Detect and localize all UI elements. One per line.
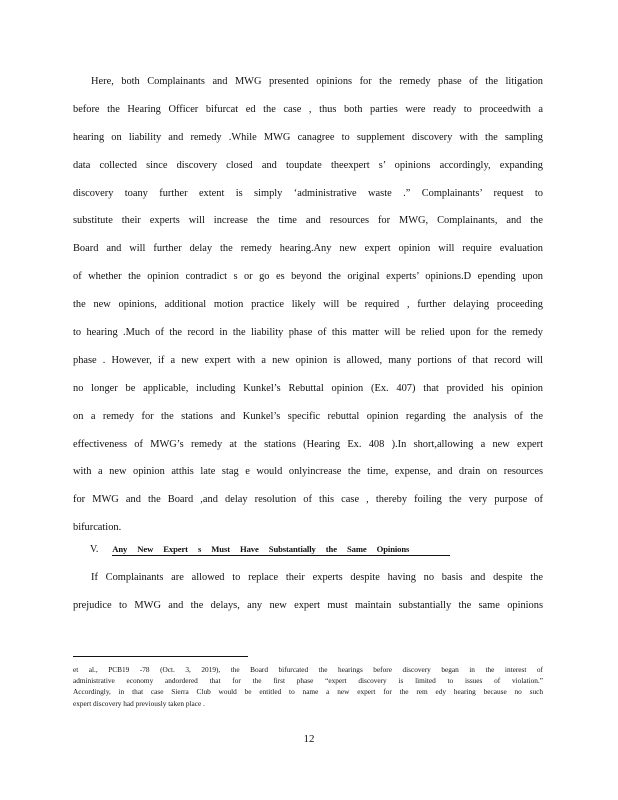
text-line: with a new opinion atthis late stag e would onlyincrease the time, expense, and drain on resources bbox=[73, 466, 543, 478]
text-line: prejudice to MWG and the delays, any new expert must maintain substantially the same opinions bbox=[73, 599, 543, 611]
text-line: If Complainants are allowed to replace their experts despite having no basis and despite the bbox=[91, 572, 543, 583]
footnote-line: Accordingly, in that case Sierra Club would be entitled to name a new expert for the rem edy hearing because no such bbox=[73, 687, 543, 697]
section-title: Any New Expert s Must Have Substantially the Same Opinions bbox=[112, 544, 450, 556]
paragraph-remedy-phase bbox=[73, 68, 543, 542]
text-line: data collected since discovery closed and toupdate theexpert s’ opinions accordingly, expanding bbox=[73, 159, 543, 171]
footnote-line: expert discovery had previously taken place . bbox=[73, 698, 205, 708]
text-line: the new opinions, additional motion practice likely will be required , further delaying proceeding bbox=[73, 299, 543, 311]
text-line: phase . However, if a new expert with a new opinion is allowed, many portions of that record will bbox=[73, 354, 543, 366]
footnote-divider bbox=[73, 656, 248, 657]
text-line: effectiveness of MWG’s remedy at the stations (Hearing Ex. 408 ).In short,allowing a new expert bbox=[73, 438, 543, 450]
section-number: V. bbox=[90, 544, 99, 555]
footnote-line: administrative economy andordered that for the first phase “expert discovery is limited to issues of violation.” bbox=[73, 676, 543, 686]
text-line: discovery toany further extent is simply ‘administrative waste .” Complainants’ request to bbox=[73, 187, 543, 199]
text-line: substitute their experts will increase the time and resources for MWG, Complainants, and the bbox=[73, 215, 543, 227]
text-line: Here, both Complainants and MWG presented opinions for the remedy phase of the litigation bbox=[91, 76, 543, 87]
page-number: 12 bbox=[303, 733, 315, 745]
paragraph-new-experts bbox=[73, 564, 543, 620]
footnote bbox=[73, 664, 543, 709]
footnote-line: et al., PCB19 -78 (Oct. 3, 2019), the Board bifurcated the hearings before discovery began in the interest of bbox=[73, 665, 543, 674]
text-line: bifurcation. bbox=[73, 522, 122, 534]
text-line: before the Hearing Officer bifurcat ed the case , thus both parties were ready to proceedwith a bbox=[73, 103, 543, 115]
text-line: of whether the opinion contradict s or go es beyond the original experts’ opinions.D epending upon bbox=[73, 271, 543, 283]
text-line: no longer be applicable, including Kunkel’s Rebuttal opinion (Ex. 407) that provided his opinion bbox=[73, 382, 543, 394]
text-line: on a remedy for the stations and Kunkel’s specific rebuttal opinion regarding the analysis of the bbox=[73, 410, 543, 422]
text-line: to hearing .Much of the record in the liability phase of this matter will be relied upon for the remedy bbox=[73, 327, 543, 339]
text-line: for MWG and the Board ,and delay resolution of this case , thereby foiling the very purpose of bbox=[73, 494, 543, 506]
text-line: hearing on liability and remedy .While MWG canagree to supplement discovery with the sampling bbox=[73, 131, 543, 143]
section-heading bbox=[90, 544, 450, 556]
text-line: Board and will further delay the remedy hearing.Any new expert opinion will require evaluation bbox=[73, 243, 543, 255]
